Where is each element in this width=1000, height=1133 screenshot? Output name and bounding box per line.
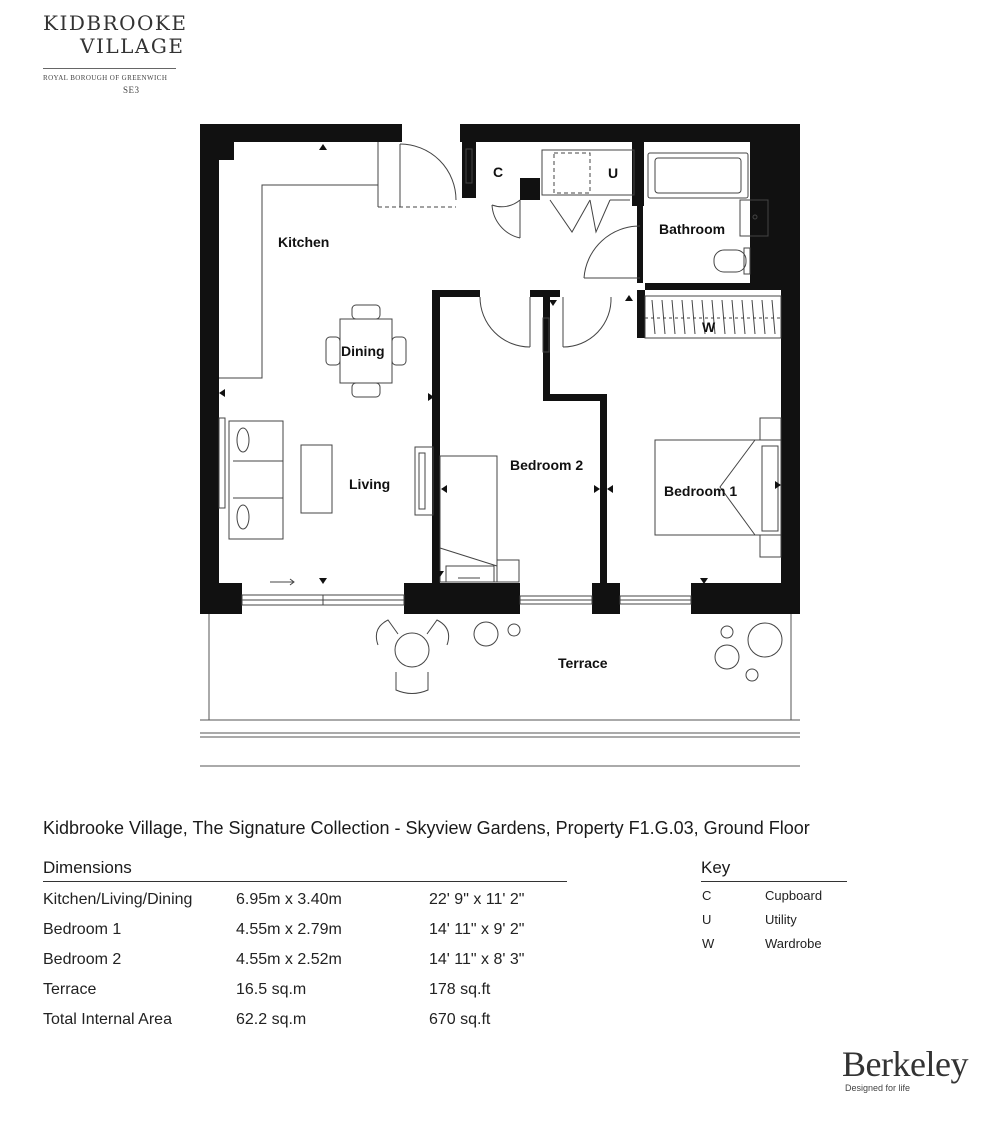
label-terrace: Terrace <box>558 655 608 671</box>
dimension-imperial: 178 sq.ft <box>429 981 491 998</box>
dimensions-row <box>43 972 567 1002</box>
doors <box>378 144 640 347</box>
key-label: Utility <box>765 912 797 927</box>
hanger-line <box>652 300 655 334</box>
hanger-line <box>772 300 775 334</box>
bedroom2-bed <box>440 456 519 582</box>
dimensions-row <box>43 1002 567 1032</box>
dimension-imperial: 22' 9" x 11' 2" <box>429 891 525 908</box>
dimension-metric: 62.2 sq.m <box>236 1011 307 1028</box>
dimension-imperial: 14' 11" x 9' 2" <box>429 921 525 938</box>
dimensions-row <box>43 942 567 972</box>
key-item <box>701 930 847 954</box>
dimensions-row <box>43 882 567 912</box>
label-living: Living <box>349 476 391 492</box>
dimension-imperial: 670 sq.ft <box>429 1011 491 1028</box>
dimension-room: Total Internal Area <box>43 1011 172 1028</box>
label-bedroom2: Bedroom 2 <box>510 457 584 473</box>
dimensions-title: Dimensions <box>43 858 567 882</box>
dimension-room: Terrace <box>43 981 97 998</box>
marker-cupboard: C <box>493 164 504 180</box>
sofa <box>219 418 283 539</box>
hanger-line <box>732 300 735 334</box>
door-opening-arrow <box>270 579 294 585</box>
hanger-line <box>742 300 745 334</box>
dimension-imperial: 14' 11" x 8' 3" <box>429 951 525 968</box>
hanger-line <box>662 300 665 334</box>
key-item <box>701 906 847 930</box>
key-code: W <box>702 936 715 951</box>
dimension-metric: 4.55m x 2.52m <box>236 951 342 968</box>
logo-borough: ROYAL BOROUGH OF GREENWICH <box>43 74 168 82</box>
coffee-table <box>301 445 332 513</box>
key-item <box>701 882 847 906</box>
dimensions-row <box>43 912 567 942</box>
terrace-railing <box>200 614 800 766</box>
logo-name-line2: VILLAGE <box>80 34 185 58</box>
key-legend <box>701 858 847 954</box>
dimension-room: Kitchen/Living/Dining <box>43 891 193 908</box>
key-label: Wardrobe <box>765 936 822 951</box>
dimension-room: Bedroom 1 <box>43 921 122 938</box>
hanger-line <box>752 300 755 334</box>
hanger-line <box>682 300 685 334</box>
marker-utility: U <box>608 165 619 181</box>
brand-name: Berkeley <box>842 1044 968 1084</box>
key-code: U <box>702 912 712 927</box>
key-code: C <box>702 888 712 903</box>
orientation-markers <box>219 144 781 584</box>
utility-cupboard <box>542 150 634 195</box>
key-title: Key <box>701 858 847 882</box>
logo-postcode: SE3 <box>123 85 140 95</box>
hanger-line <box>762 300 765 334</box>
dimension-metric: 6.95m x 3.40m <box>236 891 342 908</box>
terrace-table-set <box>376 620 448 694</box>
label-bedroom1: Bedroom 1 <box>664 483 738 499</box>
tv-unit <box>415 447 433 515</box>
marker-wardrobe: W <box>702 319 716 335</box>
label-dining: Dining <box>341 343 385 359</box>
berkeley-logo <box>842 1044 968 1093</box>
hanger-line <box>722 300 725 334</box>
dimension-room: Bedroom 2 <box>43 951 122 968</box>
plant-pots <box>474 622 782 681</box>
dimension-metric: 4.55m x 2.79m <box>236 921 342 938</box>
hanger-line <box>672 300 675 334</box>
dimension-metric: 16.5 sq.m <box>236 981 307 998</box>
tv <box>419 453 425 509</box>
hanger-line <box>692 300 695 334</box>
property-caption: Kidbrooke Village, The Signature Collection - Skyview Gardens, Property F1.G.03, Ground Floor <box>43 818 810 838</box>
brand-tagline: Designed for life <box>845 1083 911 1093</box>
dimensions-table <box>43 858 567 1032</box>
key-label: Cupboard <box>765 888 823 903</box>
label-bathroom: Bathroom <box>659 221 726 237</box>
label-kitchen: Kitchen <box>278 234 330 250</box>
logo-name-line1: KIDBROOKE <box>43 11 188 35</box>
